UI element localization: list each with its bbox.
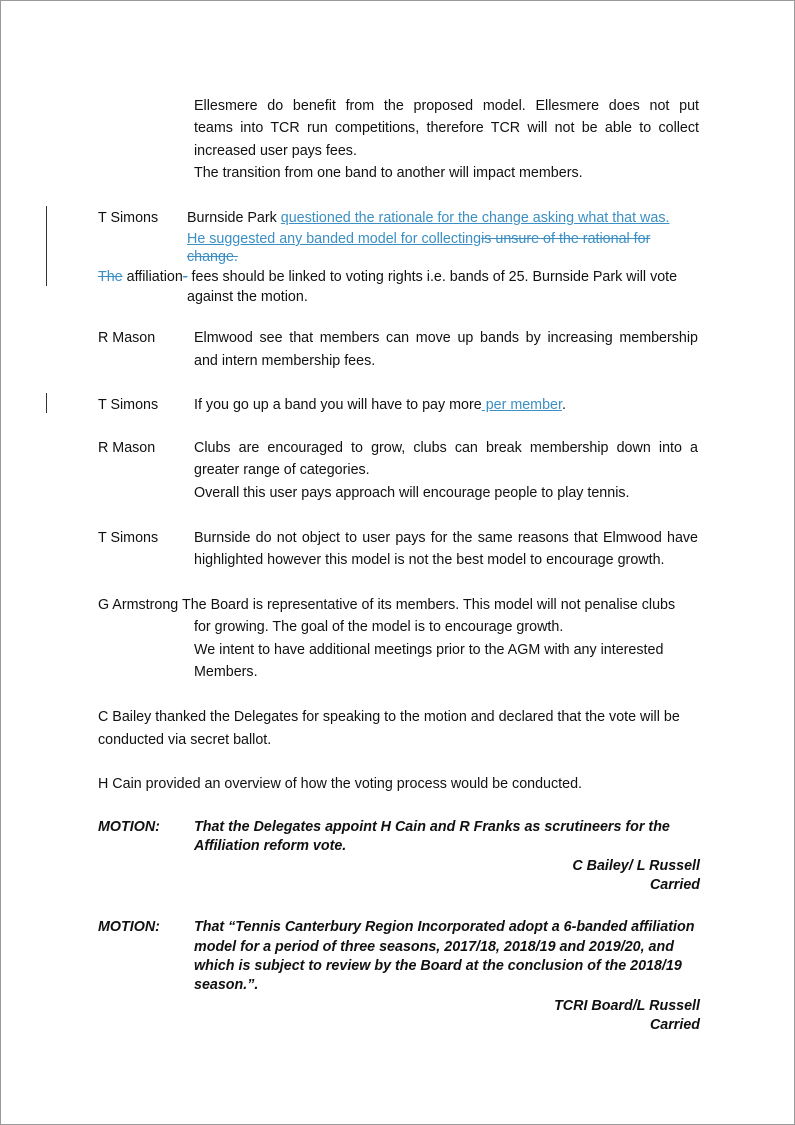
speaker-name: T Simons — [98, 210, 159, 226]
paragraph-line: The transition from one band to another will impact members. — [194, 165, 583, 181]
paragraph-line: H Cain provided an overview of how the voting process would be conducted. — [98, 776, 582, 792]
speaker-name: R Mason — [98, 330, 156, 346]
paragraph-line: conducted via secret ballot. — [98, 732, 272, 748]
plain-text: fees should be linked to voting rights i.e. bands of 25. — [187, 269, 533, 285]
plain-text: . — [561, 397, 566, 413]
paragraph-line: greater range of categories. — [194, 462, 370, 478]
paragraph-line: against the motion. — [187, 289, 308, 305]
motion-result: Carried — [649, 1017, 700, 1033]
paragraph-line: Burnside do not object to user pays for the same reasons that Elmwood have — [194, 530, 698, 546]
tracked-line — [187, 207, 669, 230]
deleted-text: The — [98, 269, 123, 285]
paragraph-line: teams into TCR run competitions, therefore TCR will not be able to collect — [194, 120, 699, 136]
speaker-name: R Mason — [98, 440, 156, 456]
plain-text: Burnside Park will vote — [532, 269, 678, 285]
paragraph-line: Ellesmere do benefit from the proposed model. Ellesmere does not put — [194, 98, 699, 114]
plain-text: If you go up a band you will have to pay more — [194, 397, 482, 413]
motion-text: which is subject to review by the Board at the conclusion of the 2018/19 — [194, 958, 682, 974]
motion-mover: C Bailey/ L Russell — [572, 858, 700, 874]
tracked-line — [98, 266, 677, 289]
motion-text: season.”. — [194, 977, 259, 993]
motion-result: Carried — [649, 877, 700, 893]
plain-text: Burnside Park — [187, 210, 281, 226]
motion-label: MOTION: — [98, 919, 160, 935]
deleted-text: change. — [187, 249, 238, 265]
motion-mover: TCRI Board/L Russell — [554, 998, 700, 1014]
motion-text: That the Delegates appoint H Cain and R Franks as scrutineers for the — [194, 819, 670, 835]
tracked-line — [194, 394, 566, 417]
paragraph-line: for growing. The goal of the model is to encourage growth. — [194, 619, 564, 635]
tracked-line — [187, 228, 650, 251]
motion-label: MOTION: — [98, 819, 160, 835]
change-bar — [46, 393, 47, 413]
paragraph-line: highlighted however this model is not the best model to encourage growth. — [194, 552, 665, 568]
paragraph-line: Elmwood see that members can move up bands by increasing membership — [194, 330, 698, 346]
paragraph-line: Overall this user pays approach will encourage people to play tennis. — [194, 485, 630, 501]
inserted-text: questioned the rationale for the change asking what that was. — [280, 210, 670, 226]
paragraph-line: We intent to have additional meetings prior to the AGM with any interested — [194, 642, 664, 658]
change-bar — [46, 206, 47, 286]
motion-text: Affiliation reform vote. — [194, 838, 347, 854]
paragraph-line: Clubs are encouraged to grow, clubs can break membership down into a — [194, 440, 698, 456]
speaker-name: T Simons — [98, 530, 159, 546]
deleted-text: - — [182, 269, 188, 285]
inserted-text: per member — [481, 397, 562, 413]
motion-text: model for a period of three seasons, 2017/18, 2018/19 and 2019/20, and — [194, 939, 674, 955]
speaker-name: T Simons — [98, 397, 159, 413]
paragraph-line: G Armstrong The Board is representative of its members. This model will not penalise clubs — [98, 597, 676, 613]
motion-text: That “Tennis Canterbury Region Incorporated adopt a 6-banded affiliation — [194, 919, 695, 935]
paragraph-line: increased user pays fees. — [194, 143, 357, 159]
paragraph-line: and intern membership fees. — [194, 353, 376, 369]
deleted-text: is unsure of the rational for — [481, 231, 651, 247]
paragraph-line: C Bailey thanked the Delegates for speaking to the motion and declared that the vote will be — [98, 709, 680, 725]
inserted-text: He suggested any banded model for collecting — [187, 231, 482, 247]
paragraph-line: Members. — [194, 664, 258, 680]
plain-text: affiliation — [122, 269, 183, 285]
